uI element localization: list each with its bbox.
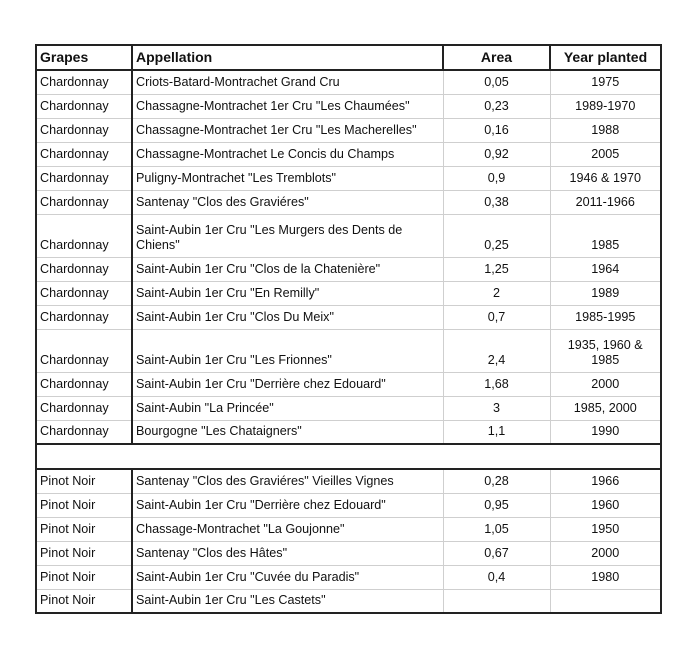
grape-cell: Chardonnay [36, 420, 132, 444]
appellation-cell: Santenay "Clos des Graviéres" [132, 190, 443, 214]
area-cell: 1,05 [443, 517, 550, 541]
grape-cell: Chardonnay [36, 372, 132, 396]
header-row [36, 45, 661, 70]
header-grapes: Grapes [36, 45, 132, 70]
year-planted-cell: 1950 [550, 517, 661, 541]
table-row [36, 281, 661, 305]
year-planted-cell: 1985-1995 [550, 305, 661, 329]
table-row [36, 118, 661, 142]
grape-cell: Pinot Noir [36, 565, 132, 589]
grape-cell: Chardonnay [36, 190, 132, 214]
appellation-cell: Bourgogne "Les Chataigners" [132, 420, 443, 444]
area-cell: 0,23 [443, 94, 550, 118]
appellation-cell: Chassagne-Montrachet 1er Cru "Les Macherelles" [132, 118, 443, 142]
grape-cell: Chardonnay [36, 257, 132, 281]
year-planted-cell: 1985, 2000 [550, 396, 661, 420]
year-planted-cell: 1964 [550, 257, 661, 281]
chardonnay-section [36, 70, 661, 444]
table-row [36, 305, 661, 329]
table-row [36, 517, 661, 541]
area-cell: 2,4 [443, 329, 550, 372]
appellation-cell: Saint-Aubin 1er Cru "En Remilly" [132, 281, 443, 305]
appellation-cell: Criots-Batard-Montrachet Grand Cru [132, 70, 443, 94]
area-cell: 0,9 [443, 166, 550, 190]
appellation-cell: Saint-Aubin "La Princée" [132, 396, 443, 420]
grape-cell: Chardonnay [36, 281, 132, 305]
table-row [36, 142, 661, 166]
area-cell: 0,16 [443, 118, 550, 142]
appellation-cell: Chassagne-Montrachet 1er Cru "Les Chaumées" [132, 94, 443, 118]
area-cell: 0,95 [443, 493, 550, 517]
table-row [36, 190, 661, 214]
header-appellation: Appellation [132, 45, 443, 70]
appellation-cell: Saint-Aubin 1er Cru "Les Castets" [132, 589, 443, 613]
year-planted-cell: 1990 [550, 420, 661, 444]
area-cell: 0,67 [443, 541, 550, 565]
table-row [36, 214, 661, 257]
grape-cell: Pinot Noir [36, 589, 132, 613]
table-row [36, 493, 661, 517]
grape-cell: Chardonnay [36, 166, 132, 190]
area-cell: 2 [443, 281, 550, 305]
table-row [36, 565, 661, 589]
grape-cell: Pinot Noir [36, 541, 132, 565]
grape-cell: Chardonnay [36, 214, 132, 257]
appellation-cell: Saint-Aubin 1er Cru "Cuvée du Paradis" [132, 565, 443, 589]
table-row [36, 257, 661, 281]
year-planted-cell [550, 589, 661, 613]
year-planted-cell: 1946 & 1970 [550, 166, 661, 190]
year-planted-cell: 1980 [550, 565, 661, 589]
table-row [36, 541, 661, 565]
table-row [36, 94, 661, 118]
area-cell: 1,1 [443, 420, 550, 444]
appellation-cell: Santenay "Clos des Hâtes" [132, 541, 443, 565]
area-cell: 0,28 [443, 469, 550, 493]
table-row [36, 420, 661, 444]
appellation-cell: Saint-Aubin 1er Cru "Derrière chez Edouard" [132, 493, 443, 517]
separator-cell [36, 444, 661, 469]
table-row [36, 70, 661, 94]
grape-cell: Pinot Noir [36, 493, 132, 517]
year-planted-cell: 1989 [550, 281, 661, 305]
year-planted-cell: 2005 [550, 142, 661, 166]
year-planted-cell: 1975 [550, 70, 661, 94]
appellation-cell: Saint-Aubin 1er Cru "Derrière chez Edouard" [132, 372, 443, 396]
header-area: Area [443, 45, 550, 70]
appellation-cell: Puligny-Montrachet "Les Tremblots" [132, 166, 443, 190]
table-row [36, 166, 661, 190]
area-cell: 0,38 [443, 190, 550, 214]
header-year-planted: Year planted [550, 45, 661, 70]
table-row [36, 396, 661, 420]
year-planted-cell: 1960 [550, 493, 661, 517]
separator-row [36, 444, 661, 469]
vineyard-table [35, 44, 662, 614]
grape-cell: Chardonnay [36, 70, 132, 94]
grape-cell: Pinot Noir [36, 469, 132, 493]
table-row [36, 469, 661, 493]
year-planted-cell: 1935, 1960 & 1985 [550, 329, 661, 372]
year-planted-cell: 2000 [550, 372, 661, 396]
appellation-cell: Chassagne-Montrachet Le Concis du Champs [132, 142, 443, 166]
table-row [36, 329, 661, 372]
area-cell: 0,4 [443, 565, 550, 589]
appellation-cell: Chassage-Montrachet "La Goujonne" [132, 517, 443, 541]
area-cell: 0,92 [443, 142, 550, 166]
grape-cell: Chardonnay [36, 396, 132, 420]
area-cell: 0,7 [443, 305, 550, 329]
year-planted-cell: 2011-1966 [550, 190, 661, 214]
grape-cell: Pinot Noir [36, 517, 132, 541]
year-planted-cell: 1985 [550, 214, 661, 257]
area-cell: 1,68 [443, 372, 550, 396]
area-cell: 3 [443, 396, 550, 420]
pinot-noir-section [36, 469, 661, 613]
area-cell: 1,25 [443, 257, 550, 281]
table-row [36, 372, 661, 396]
year-planted-cell: 1989-1970 [550, 94, 661, 118]
vineyard-table-container [35, 44, 660, 614]
year-planted-cell: 2000 [550, 541, 661, 565]
grape-cell: Chardonnay [36, 118, 132, 142]
area-cell: 0,05 [443, 70, 550, 94]
appellation-cell: Saint-Aubin 1er Cru "Clos Du Meix" [132, 305, 443, 329]
table-row [36, 589, 661, 613]
area-cell [443, 589, 550, 613]
appellation-cell: Saint-Aubin 1er Cru "Clos de la Chatenière" [132, 257, 443, 281]
separator-section [36, 444, 661, 469]
appellation-cell: Saint-Aubin 1er Cru "Les Frionnes" [132, 329, 443, 372]
appellation-cell: Santenay "Clos des Graviéres" Vieilles Vignes [132, 469, 443, 493]
appellation-cell: Saint-Aubin 1er Cru "Les Murgers des Dents de Chiens" [132, 214, 443, 257]
grape-cell: Chardonnay [36, 329, 132, 372]
grape-cell: Chardonnay [36, 305, 132, 329]
year-planted-cell: 1966 [550, 469, 661, 493]
year-planted-cell: 1988 [550, 118, 661, 142]
area-cell: 0,25 [443, 214, 550, 257]
grape-cell: Chardonnay [36, 142, 132, 166]
grape-cell: Chardonnay [36, 94, 132, 118]
